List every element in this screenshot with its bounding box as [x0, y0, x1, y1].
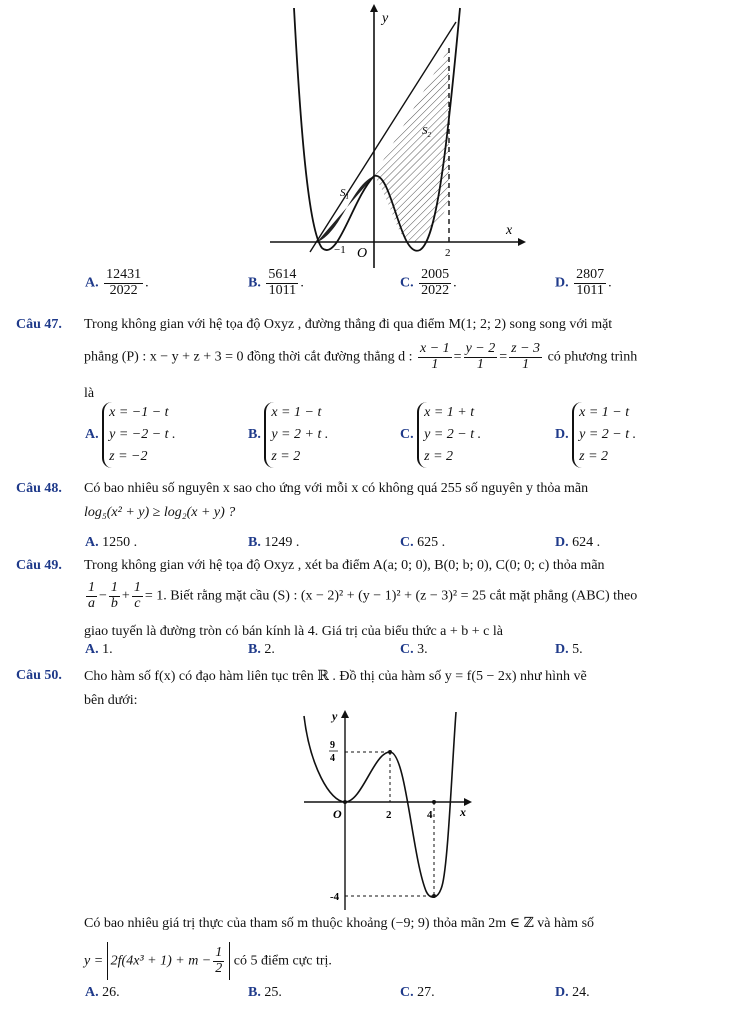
q49-option-b[interactable]: B. 2.: [248, 642, 275, 657]
q50-o-label: O: [333, 807, 342, 821]
q47-line2: phẳng (P) : x − y + z + 3 = 0 đồng thời cắt đường thẳng d : $\frac{x - 1}{1}$ = $\frac{y - 2}{1}$ = $\frac{z - 3}{1}$ có phương trình: [84, 341, 638, 372]
q48-line1: Có bao nhiêu số nguyên x sao cho ứng với mỗi x có không quá 255 số nguyên y thỏa mãn: [84, 481, 589, 496]
q50-line1: Cho hàm số f(x) có đạo hàm liên tục trên ℝ . Đồ thị của hàm số y = f(5 − 2x) như hình vẽ: [84, 669, 587, 684]
q48-option-a[interactable]: A. 1250 .: [85, 535, 138, 550]
q50-94-num: 9: [330, 740, 335, 751]
q50-curve: [304, 712, 456, 897]
q49-line3: giao tuyến là đường tròn có bán kính là 4. Giá trị của biểu thức a + b + c là: [84, 624, 503, 639]
q46-option-b[interactable]: B. $\frac{5614}{1011}$ .: [248, 267, 304, 298]
q50-2-label: 2: [386, 809, 392, 821]
q49-label: Câu 49.: [16, 558, 62, 573]
q48-option-b[interactable]: B. 1249 .: [248, 535, 300, 550]
q50-option-d[interactable]: D. 24.: [555, 985, 590, 1000]
q50-line3: Có bao nhiêu giá trị thực của tham số m thuộc khoảng (−9; 9) thỏa mãn 2m ∈ ℤ và hàm số: [84, 916, 595, 931]
q47-option-a[interactable]: A. x = −1 − t y = −2 − t . z = −2: [85, 402, 176, 468]
q50-94-den: 4: [330, 753, 335, 764]
q49-line2: $\frac{1}{a}$ − $\frac{1}{b}$ + $\frac{1}{c}$ = 1. Biết rằng mặt cầu (S) : (x − 2)² + (y − 1)² + (z − 3)² = 25 cắt mặt phẳng (ABC) theo: [88, 580, 638, 611]
q50-neg4-label: -4: [330, 891, 340, 903]
q50-4-label: 4: [427, 809, 433, 821]
q46-option-a[interactable]: A. $\frac{12431}{2022}$ .: [85, 267, 149, 298]
q50-option-b[interactable]: B. 25.: [248, 985, 282, 1000]
q47-option-d[interactable]: D. x = 1 − t y = 2 − t . z = 2: [555, 402, 636, 468]
q48-line2: log₅(x² + y) ≥ log₂(x + y) ?: [84, 505, 236, 520]
region-s2: [374, 48, 449, 242]
top-2-label: 2: [445, 247, 451, 259]
q46-area-graph: [260, 0, 540, 272]
q47-option-c[interactable]: C. x = 1 + t y = 2 − t . z = 2: [400, 402, 481, 468]
q49-option-d[interactable]: D. 5.: [555, 642, 583, 657]
q50-graph: [300, 706, 480, 914]
q49-option-c[interactable]: C. 3.: [400, 642, 428, 657]
q46-option-c[interactable]: C. $\frac{2005}{2022}$ .: [400, 267, 457, 298]
q46-option-d[interactable]: D. $\frac{2807}{1011}$ .: [555, 267, 612, 298]
top-x-label: x: [506, 223, 513, 238]
q49-line1: Trong không gian với hệ tọa độ Oxyz , xét ba điểm A(a; 0; 0), B(0; b; 0), C(0; 0; c) thỏa mãn: [84, 558, 605, 573]
s1-label: $S_1$: [340, 187, 349, 201]
q50-option-c[interactable]: C. 27.: [400, 985, 435, 1000]
q50-y-label: y: [332, 709, 338, 723]
top-y-label: y: [382, 11, 389, 26]
top-neg1-label: −1: [334, 244, 346, 256]
q48-option-d[interactable]: D. 624 .: [555, 535, 601, 550]
q49-option-a[interactable]: A. 1.: [85, 642, 113, 657]
q50-label: Câu 50.: [16, 668, 62, 683]
q47-label: Câu 47.: [16, 317, 62, 332]
q50-option-a[interactable]: A. 26.: [85, 985, 120, 1000]
q48-option-c[interactable]: C. 625 .: [400, 535, 446, 550]
q50-line4: y = 2f(4x³ + 1) + m − $\frac{1}{2}$ có 5 điểm cực trị.: [84, 942, 332, 980]
top-o-label: O: [357, 246, 368, 261]
q47-line1: Trong không gian với hệ tọa độ Oxyz , đường thẳng đi qua điểm M(1; 2; 2) song song với mặt: [84, 317, 613, 332]
region-s1: [317, 176, 374, 242]
q48-label: Câu 48.: [16, 481, 62, 496]
q47-line3: là: [84, 386, 95, 401]
q50-line2: bên dưới:: [84, 693, 138, 708]
s2-label: $S_2$: [422, 125, 431, 139]
q50-x-label: x: [460, 805, 466, 819]
q47-option-b[interactable]: B. x = 1 − t y = 2 + t . z = 2: [248, 402, 328, 468]
